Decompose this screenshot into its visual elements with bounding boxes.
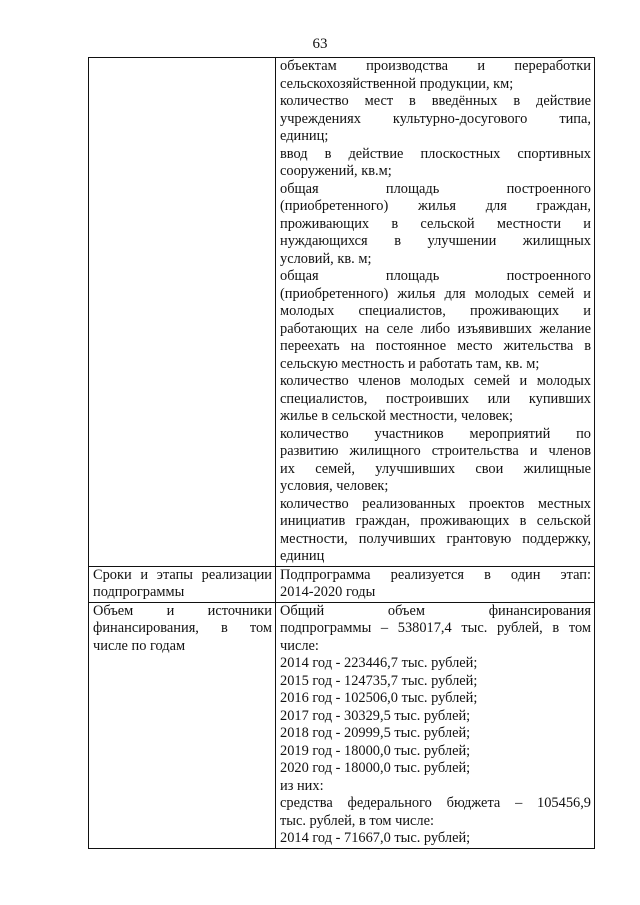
text-line: Подпрограмма реализуется в один этап: bbox=[280, 566, 591, 583]
text-line: числе: bbox=[280, 637, 319, 654]
table-row bbox=[89, 58, 595, 567]
text-line: ввод в действие плоскостных спортивных bbox=[280, 145, 591, 162]
text-line: сельскую местность и работать там, кв. м; bbox=[280, 355, 540, 372]
text-line: нуждающихся в улучшении жилищных bbox=[280, 233, 591, 249]
text-line: учреждениях культурно-досугового типа, bbox=[280, 110, 591, 127]
row-content-cell bbox=[276, 58, 595, 567]
text-line: единиц; bbox=[280, 128, 329, 144]
text-line: молодых специалистов, проживающих и bbox=[280, 303, 591, 319]
text-line: объектам производства и переработки bbox=[280, 58, 591, 74]
text-line: 2014 год - 223446,7 тыс. рублей; bbox=[280, 655, 478, 671]
text-line: количество членов молодых семей и молодых bbox=[280, 373, 591, 389]
table-row bbox=[89, 566, 595, 602]
text-line: количество реализованных проектов местных bbox=[280, 495, 591, 512]
text-line: 2019 год - 18000,0 тыс. рублей; bbox=[280, 742, 471, 759]
text-line: единиц bbox=[280, 548, 325, 564]
text-line: сельскохозяйственной продукции, км; bbox=[280, 75, 514, 92]
row-label-cell bbox=[89, 58, 276, 567]
text-line: общая площадь построенного bbox=[280, 180, 591, 197]
text-line: общая площадь построенного bbox=[280, 268, 591, 284]
text-line: финансирования, в том bbox=[93, 620, 272, 636]
text-line: их семей, улучшивших свои жилищные bbox=[280, 460, 591, 477]
text-line: 2014-2020 годы bbox=[280, 584, 376, 600]
text-line: (приобретенного) жилья для молодых семей и bbox=[280, 285, 591, 302]
text-line: подпрограммы bbox=[93, 584, 185, 600]
text-line: 2016 год - 102506,0 тыс. рублей; bbox=[280, 690, 478, 706]
row-content-cell bbox=[276, 602, 595, 848]
text-line: 2015 год - 124735,7 тыс. рублей; bbox=[280, 672, 478, 689]
text-line: числе по годам bbox=[93, 637, 186, 654]
table-row bbox=[89, 602, 595, 848]
text-line: условий, кв. м; bbox=[280, 250, 372, 267]
text-line: 2020 год - 18000,0 тыс. рублей; bbox=[280, 760, 471, 776]
row-label-cell bbox=[89, 602, 276, 848]
text-line: из них: bbox=[280, 777, 324, 794]
text-line: развитию жилищного строительства и членов bbox=[280, 443, 591, 459]
text-line: подпрограммы – 538017,4 тыс. рублей, в том bbox=[280, 620, 591, 636]
text-line: тыс. рублей, в том числе: bbox=[280, 812, 434, 829]
text-line: Объем и источники bbox=[93, 602, 272, 619]
text-line: 2014 год - 71667,0 тыс. рублей; bbox=[280, 830, 471, 846]
text-line: специалистов, построивших или купивших bbox=[280, 390, 591, 407]
text-line: 2017 год - 30329,5 тыс. рублей; bbox=[280, 707, 471, 724]
text-line: (приобретенного) жилья для граждан, bbox=[280, 198, 591, 214]
text-line: местности, получивших грантовую поддержку, bbox=[280, 530, 591, 547]
page-number: 63 bbox=[312, 36, 328, 52]
text-line: средства федерального бюджета – 105456,9 bbox=[280, 795, 591, 811]
row-content-cell bbox=[276, 566, 595, 602]
text-line: жилье в сельской местности, человек; bbox=[280, 408, 514, 424]
row-label-cell bbox=[89, 566, 276, 602]
text-line: условия, человек; bbox=[280, 478, 389, 494]
text-line: переехать на постоянное место жительства в bbox=[280, 338, 591, 354]
text-line: инициатив граждан, проживающих в сельской bbox=[280, 513, 591, 529]
passport-table-body bbox=[89, 58, 595, 849]
text-line: количество участников мероприятий по bbox=[280, 425, 591, 442]
text-line: работающих на селе либо изъявивших желание bbox=[280, 320, 591, 337]
text-line: сооружений, кв.м; bbox=[280, 163, 392, 179]
text-line: количество мест в введённых в действие bbox=[280, 93, 591, 109]
subprogram-passport-table bbox=[88, 57, 595, 849]
text-line: проживающих в сельской местности и bbox=[280, 215, 591, 232]
text-line: Сроки и этапы реализации bbox=[93, 566, 272, 583]
text-line: 2018 год - 20999,5 тыс. рублей; bbox=[280, 725, 471, 741]
text-line: Общий объем финансирования bbox=[280, 602, 591, 619]
